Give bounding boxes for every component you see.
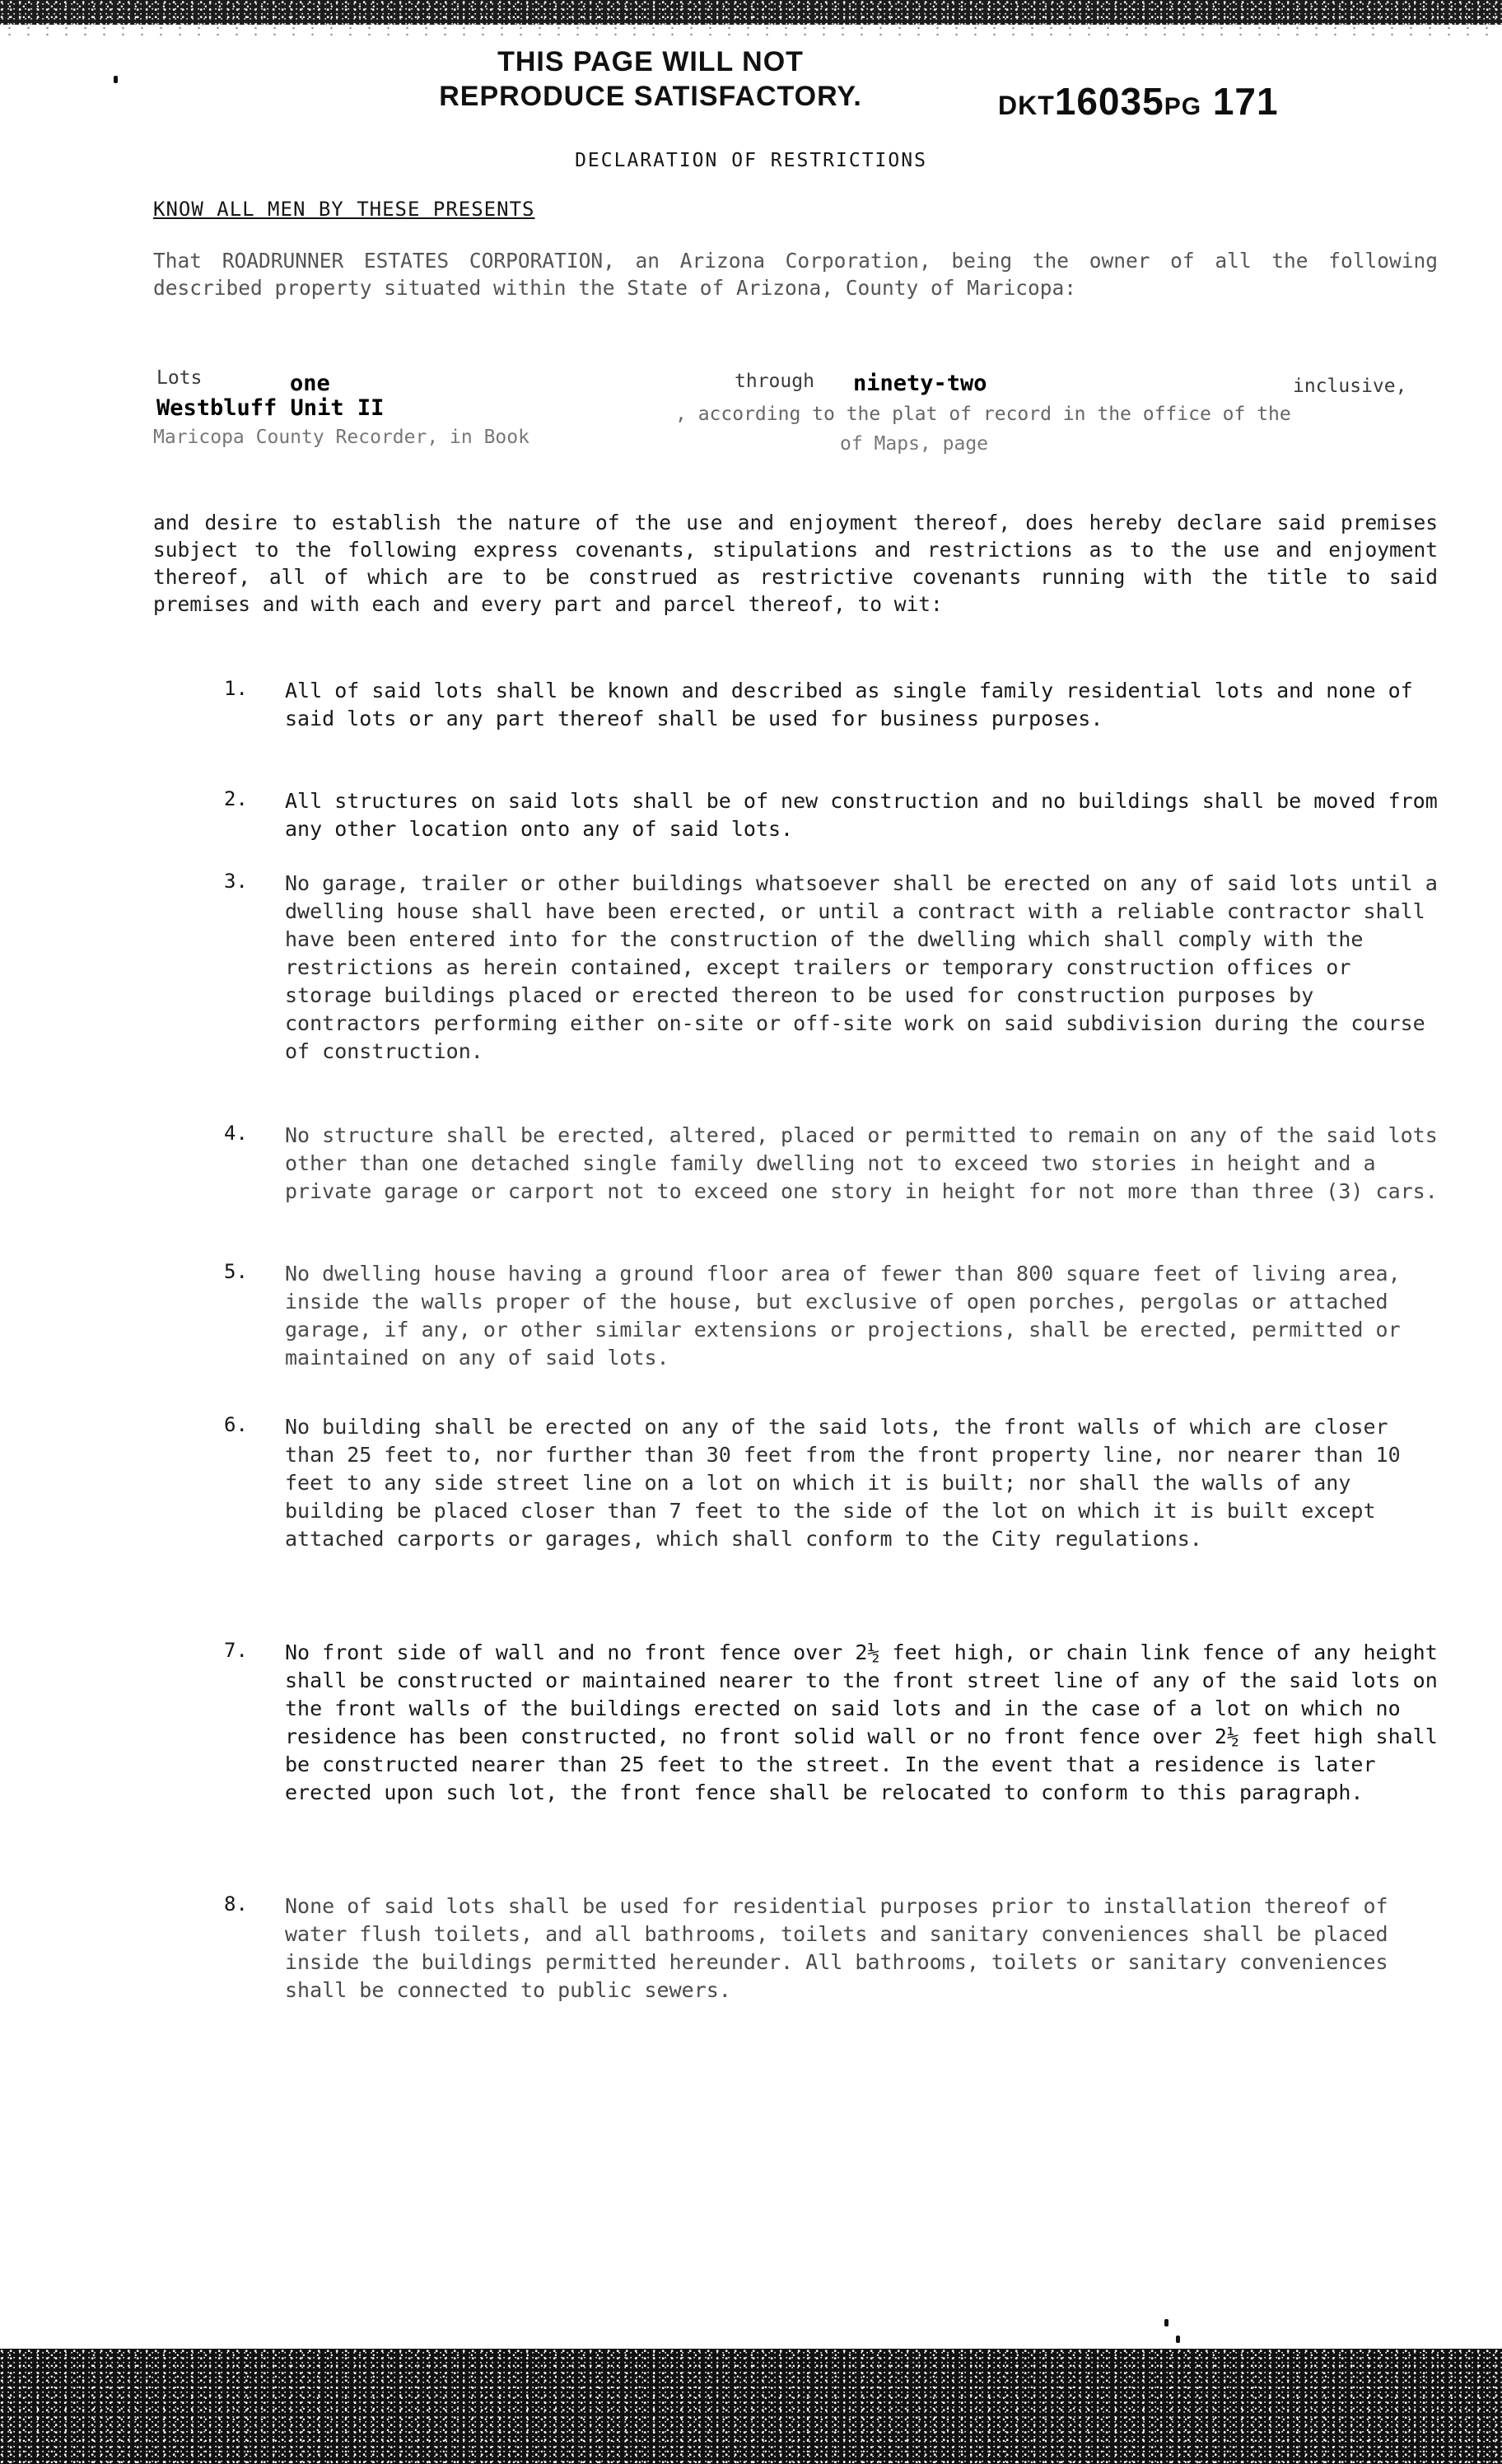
- scan-speck: [1164, 2319, 1168, 2326]
- restriction-number: 6.: [224, 1413, 248, 1436]
- scan-noise-top-fade: [0, 25, 1502, 40]
- scan-speck: [1176, 2336, 1180, 2343]
- know-all-men-heading: KNOW ALL MEN BY THESE PRESENTS: [153, 198, 535, 221]
- page-value: 171: [1212, 80, 1279, 123]
- restriction-text: No garage, trailer or other buildings whatsoever shall be erected on any of said lots until a dwelling house shall have been erected, or until a contract with a reliable contractor shall have been entered into for the construction of the dwelling which shall comply with the restrictions as herein contained, except trailers or temporary construction offices or storage buildings placed or erected thereon to be used for construction purposes by contractors performing either on-site or off-site work on said subdivision during the course of construction.: [285, 871, 1438, 1063]
- maps-text: of Maps, page: [840, 433, 989, 455]
- restriction-number: 1.: [224, 677, 248, 700]
- recorder-text: Maricopa County Recorder, in Book: [153, 427, 529, 448]
- lot-to: ninety-two: [853, 371, 987, 396]
- document-title: DECLARATION OF RESTRICTIONS: [575, 150, 927, 171]
- restriction-number: 8.: [224, 1892, 248, 1916]
- docket-prefix: DKT: [998, 91, 1055, 120]
- restriction-number: 4.: [224, 1122, 248, 1145]
- docket-value: 16035: [1054, 80, 1164, 123]
- restriction-text: No front side of wall and no front fence over 2½ feet high, or chain link fence of any height shall be constructed or maintained nearer to the front street line of any of the said lots on the front walls of the buildings erected on said lots and in the case of a lot on which no residence has been constructed, no front solid wall or no front fence over 2½ feet high shall be constructed nearer than 25 feet to the street. In the event that a residence is later erected upon such lot, the front fence shall be relocated to conform to this paragraph.: [285, 1640, 1438, 1804]
- lot-from: one: [290, 371, 330, 396]
- restriction-text: None of said lots shall be used for residential purposes prior to installation thereof of water flush toilets, and all bathrooms, toilets and sanitary conveniences shall be placed inside the buildings permitted hereunder. All bathrooms, toilets or sanitary conveniences shall be connected to public sewers.: [285, 1894, 1388, 2002]
- recorded-text: , according to the plat of record in the office of the: [675, 404, 1291, 425]
- restriction-text: No building shall be erected on any of the said lots, the front walls of which are closer than 25 feet to, nor further than 30 feet from the front property line, nor nearer than 10 feet to any side street line on a lot on which it is built; nor shall the walls of any building be placed closer than 7 feet to the side of the lot on which it is built except attached carports or garages, which shall conform to the City regulations.: [285, 1415, 1401, 1551]
- stamp-line-1: THIS PAGE WILL NOT: [497, 46, 804, 77]
- restriction-text: All of said lots shall be known and described as single family residential lots and none of said lots or any part thereof shall be used for business purposes.: [285, 679, 1413, 730]
- scan-noise-top: [0, 0, 1502, 25]
- restriction-number: 7.: [224, 1639, 248, 1662]
- scan-speck: [114, 76, 118, 83]
- preamble-paragraph: and desire to establish the nature of the use and enjoyment thereof, does hereby declare said premises subject to the following express covenants, stipulations and restrictions as to the use and enjoyment thereof, all of which are to be construed as restrictive covenants running with the title to said premises and with each and every part and parcel thereof, to wit:: [153, 511, 1438, 616]
- restriction-number: 3.: [224, 870, 248, 893]
- intro-paragraph: That ROADRUNNER ESTATES CORPORATION, an Arizona Corporation, being the owner of all the following described property situated within the State of Arizona, County of Maricopa:: [153, 249, 1438, 300]
- inclusive-label: inclusive,: [1293, 376, 1407, 397]
- page-prefix: PG: [1164, 93, 1202, 120]
- lots-label: Lots: [156, 367, 203, 389]
- stamp-line-2: REPRODUCE SATISFACTORY.: [439, 81, 862, 112]
- restriction-number: 2.: [224, 787, 248, 810]
- scan-noise-bottom: [0, 2349, 1502, 2464]
- restriction-text: All structures on said lots shall be of new construction and no buildings shall be moved from any other location onto any of said lots.: [285, 789, 1438, 841]
- restriction-text: No dwelling house having a ground floor area of fewer than 800 square feet of living area, inside the walls proper of the house, but exclusive of open porches, pergolas or attached garage, if any, or other similar extensions or projections, shall be erected, permitted or maintained on any of said lots.: [285, 1262, 1401, 1370]
- restriction-number: 5.: [224, 1260, 248, 1283]
- restriction-text: No structure shall be erected, altered, placed or permitted to remain on any of the said lots other than one detached single family dwelling not to exceed two stories in height and a private garage or carport not to exceed one story in height for not more than three (3) cars.: [285, 1123, 1438, 1203]
- subdivision-name: Westbluff Unit II: [156, 395, 385, 421]
- through-label: through: [735, 371, 814, 392]
- docket-number: [998, 79, 1279, 124]
- reproduction-stamp: [436, 44, 865, 114]
